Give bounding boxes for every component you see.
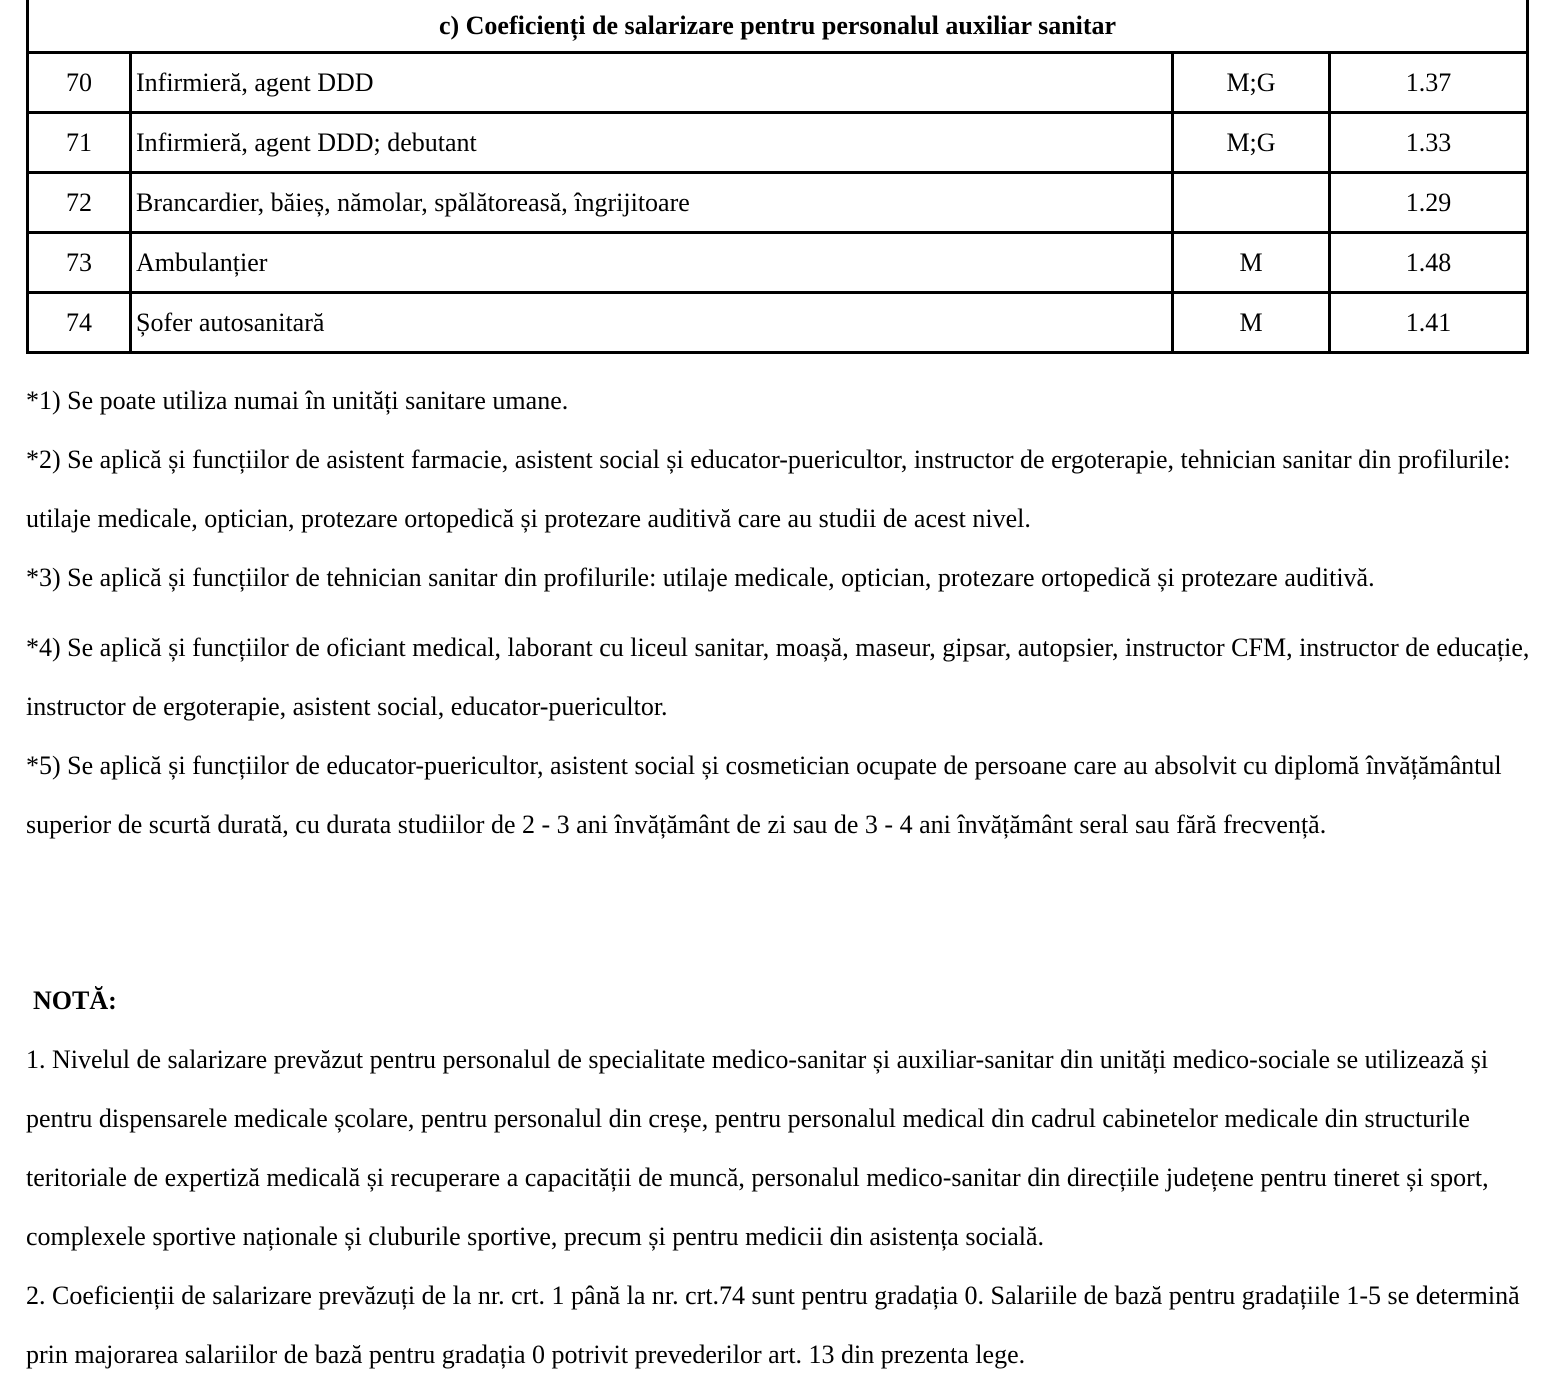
job-title: Infirmieră, agent DDD: [131, 53, 1173, 113]
row-number: 74: [28, 293, 131, 353]
footnote-2: *2) Se aplică și funcțiilor de asistent farmacie, asistent social și educator-puericultor, instructor de ergoterapie, tehnician sanitar din profilurile: utilaje medicale, optician, protezare ortopedică și protezare auditivă care au studii de acest nivel.: [26, 445, 1511, 533]
coefficient-value: 1.29: [1330, 173, 1528, 233]
job-title: Brancardier, băieș, nămolar, spălătoreasă, îngrijitoare: [131, 173, 1173, 233]
job-category: [1173, 173, 1330, 233]
row-number: 73: [28, 233, 131, 293]
row-number: 71: [28, 113, 131, 173]
note-title: NOTĂ:: [33, 986, 117, 1015]
coefficient-value: 1.37: [1330, 53, 1528, 113]
salary-coefficient-table: [26, 0, 1529, 354]
table-title: c) Coeficienți de salarizare pentru personalul auxiliar sanitar: [28, 0, 1528, 53]
job-title: Ambulanțier: [131, 233, 1173, 293]
table-row: [28, 233, 1528, 293]
job-title: Infirmieră, agent DDD; debutant: [131, 113, 1173, 173]
job-category: M: [1173, 233, 1330, 293]
table-row: [28, 53, 1528, 113]
table-row: [28, 173, 1528, 233]
table-title-row: [28, 0, 1528, 53]
footnote-5: *5) Se aplică și funcțiilor de educator-puericultor, asistent social și cosmetician ocupate de persoane care au absolvit cu diplomă învățământul superior de scurtă durată, cu durata studiilor de 2 - 3 ani învățământ de zi sau de 3 - 4 ani învățământ seral sau fără frecvență.: [26, 751, 1502, 839]
row-number: 72: [28, 173, 131, 233]
coefficient-value: 1.48: [1330, 233, 1528, 293]
footnote-4: *4) Se aplică și funcțiilor de oficiant medical, laborant cu liceul sanitar, moașă, maseur, gipsar, autopsier, instructor CFM, instructor de educație, instructor de ergoterapie, asistent social, educator-puericultor.: [26, 633, 1530, 721]
job-category: M;G: [1173, 53, 1330, 113]
footnote-1: *1) Se poate utiliza numai în unități sanitare umane.: [26, 386, 569, 415]
job-title: Șofer autosanitară: [131, 293, 1173, 353]
footnote-3: *3) Se aplică și funcțiilor de tehnician sanitar din profilurile: utilaje medicale, optician, protezare ortopedică și protezare auditivă.: [26, 563, 1375, 592]
job-category: M;G: [1173, 113, 1330, 173]
row-number: 70: [28, 53, 131, 113]
salary-coefficient-table-wrapper: [26, 0, 1526, 354]
job-category: M: [1173, 293, 1330, 353]
coefficient-value: 1.41: [1330, 293, 1528, 353]
note-item-2: 2. Coeficienții de salarizare prevăzuți de la nr. crt. 1 până la nr. crt.74 sunt pentru gradația 0. Salariile de bază pentru gradațiile 1-5 se determină prin majorarea salariilor de bază pentru gradația 0 potrivit prevederilor art. 13 din prezenta lege.: [26, 1281, 1520, 1369]
coefficient-value: 1.33: [1330, 113, 1528, 173]
table-row: [28, 293, 1528, 353]
note-item-1: 1. Nivelul de salarizare prevăzut pentru personalul de specialitate medico-sanitar și auxiliar-sanitar din unități medico-sociale se utilizează și pentru dispensarele medicale școlare, pentru personalul din creșe, pentru personalul medical din cadrul cabinetelor medicale din structurile teritoriale de expertiză medicală și recuperare a capacității de muncă, personalul medico-sanitar din direcțiile județene pentru tineret și sport, complexele sportive naționale și cluburile sportive, precum și pentru medicii din asistența socială.: [26, 1045, 1489, 1251]
table-row: [28, 113, 1528, 173]
